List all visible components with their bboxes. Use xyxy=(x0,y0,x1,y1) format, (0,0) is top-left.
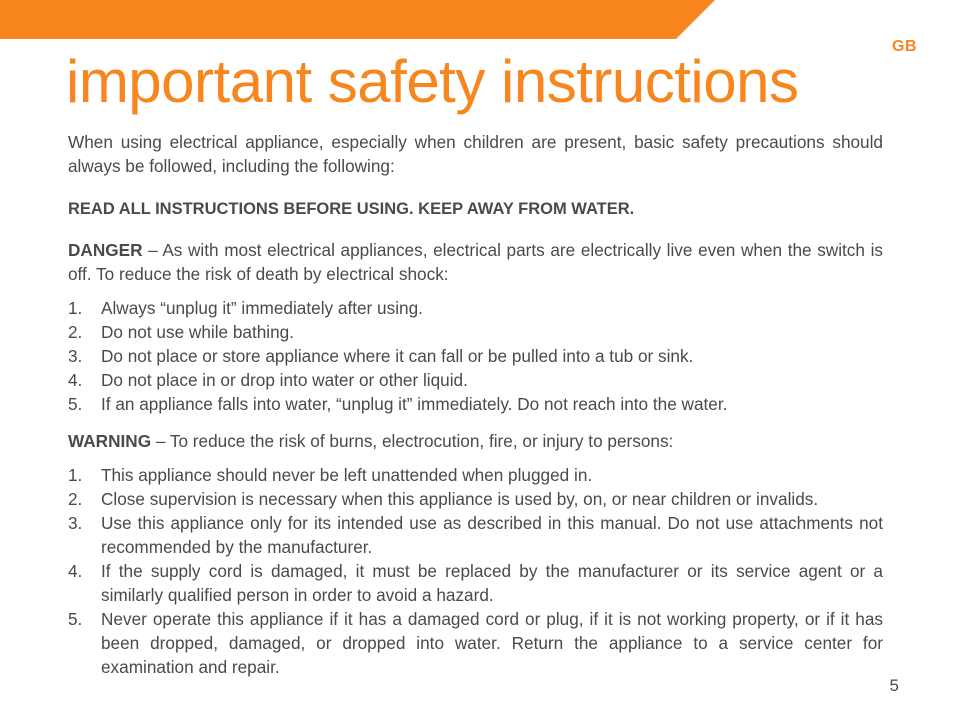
list-text: Do not place or store appliance where it can fall or be pulled into a tub or sink. xyxy=(101,346,694,366)
page-number: 5 xyxy=(889,676,899,695)
list-text: If the supply cord is damaged, it must be replaced by the manufacturer or its service agent or a similarly qualified person in order to avoid a hazard. xyxy=(101,561,883,605)
list-text: If an appliance falls into water, “unplug it” immediately. Do not reach into the water. xyxy=(101,394,728,414)
header-accent-bar xyxy=(0,0,715,39)
list-text: Use this appliance only for its intended use as described in this manual. Do not use attachments not recommended by the manufacturer. xyxy=(101,513,883,557)
list-number: 2. xyxy=(68,322,83,342)
list-text: Do not use while bathing. xyxy=(101,322,295,342)
list-text: Always “unplug it” immediately after using. xyxy=(101,298,423,318)
warning-paragraph xyxy=(68,429,883,453)
list-item xyxy=(68,344,883,368)
danger-paragraph xyxy=(68,238,883,286)
list-item xyxy=(68,463,883,487)
list-text: Do not place in or drop into water or other liquid. xyxy=(101,370,468,390)
list-item xyxy=(68,296,883,320)
list-text: This appliance should never be left unattended when plugged in. xyxy=(101,465,593,485)
intro-paragraph: When using electrical appliance, especially when children are present, basic safety precautions should always be followed, including the following: xyxy=(68,132,883,176)
header-accent-shape xyxy=(0,0,715,39)
language-code: GB xyxy=(892,38,917,55)
list-number: 1. xyxy=(68,298,83,318)
danger-label: DANGER xyxy=(68,240,143,260)
list-number: 5. xyxy=(68,394,83,414)
list-item xyxy=(68,368,883,392)
warning-text: – To reduce the risk of burns, electrocution, fire, or injury to persons: xyxy=(151,431,674,451)
list-number: 1. xyxy=(68,465,83,485)
read-all-heading: READ ALL INSTRUCTIONS BEFORE USING. KEEP AWAY FROM WATER. xyxy=(68,200,635,218)
list-text: Close supervision is necessary when this appliance is used by, on, or near children or invalids. xyxy=(101,489,819,509)
list-number: 4. xyxy=(68,561,83,581)
list-item xyxy=(68,607,883,679)
list-number: 4. xyxy=(68,370,83,390)
warning-label: WARNING xyxy=(68,431,152,451)
page-title: important safety instructions xyxy=(66,48,799,115)
list-text: Never operate this appliance if it has a damaged cord or plug, if it is not working property, or if it has been dropped, damaged, or dropped into water. Return the appliance to a service center for examination and repair. xyxy=(101,609,883,677)
list-number: 3. xyxy=(68,346,83,366)
document-body xyxy=(68,130,883,692)
list-item xyxy=(68,320,883,344)
list-number: 2. xyxy=(68,489,83,509)
danger-text: – As with most electrical appliances, electrical parts are electrically live even when the switch is off. To reduce the risk of death by electrical shock: xyxy=(68,240,883,284)
warning-list xyxy=(68,463,883,679)
danger-list xyxy=(68,296,883,416)
list-item xyxy=(68,392,883,416)
list-item xyxy=(68,559,883,607)
list-number: 3. xyxy=(68,513,83,533)
list-number: 5. xyxy=(68,609,83,629)
list-item xyxy=(68,511,883,559)
list-item xyxy=(68,487,883,511)
